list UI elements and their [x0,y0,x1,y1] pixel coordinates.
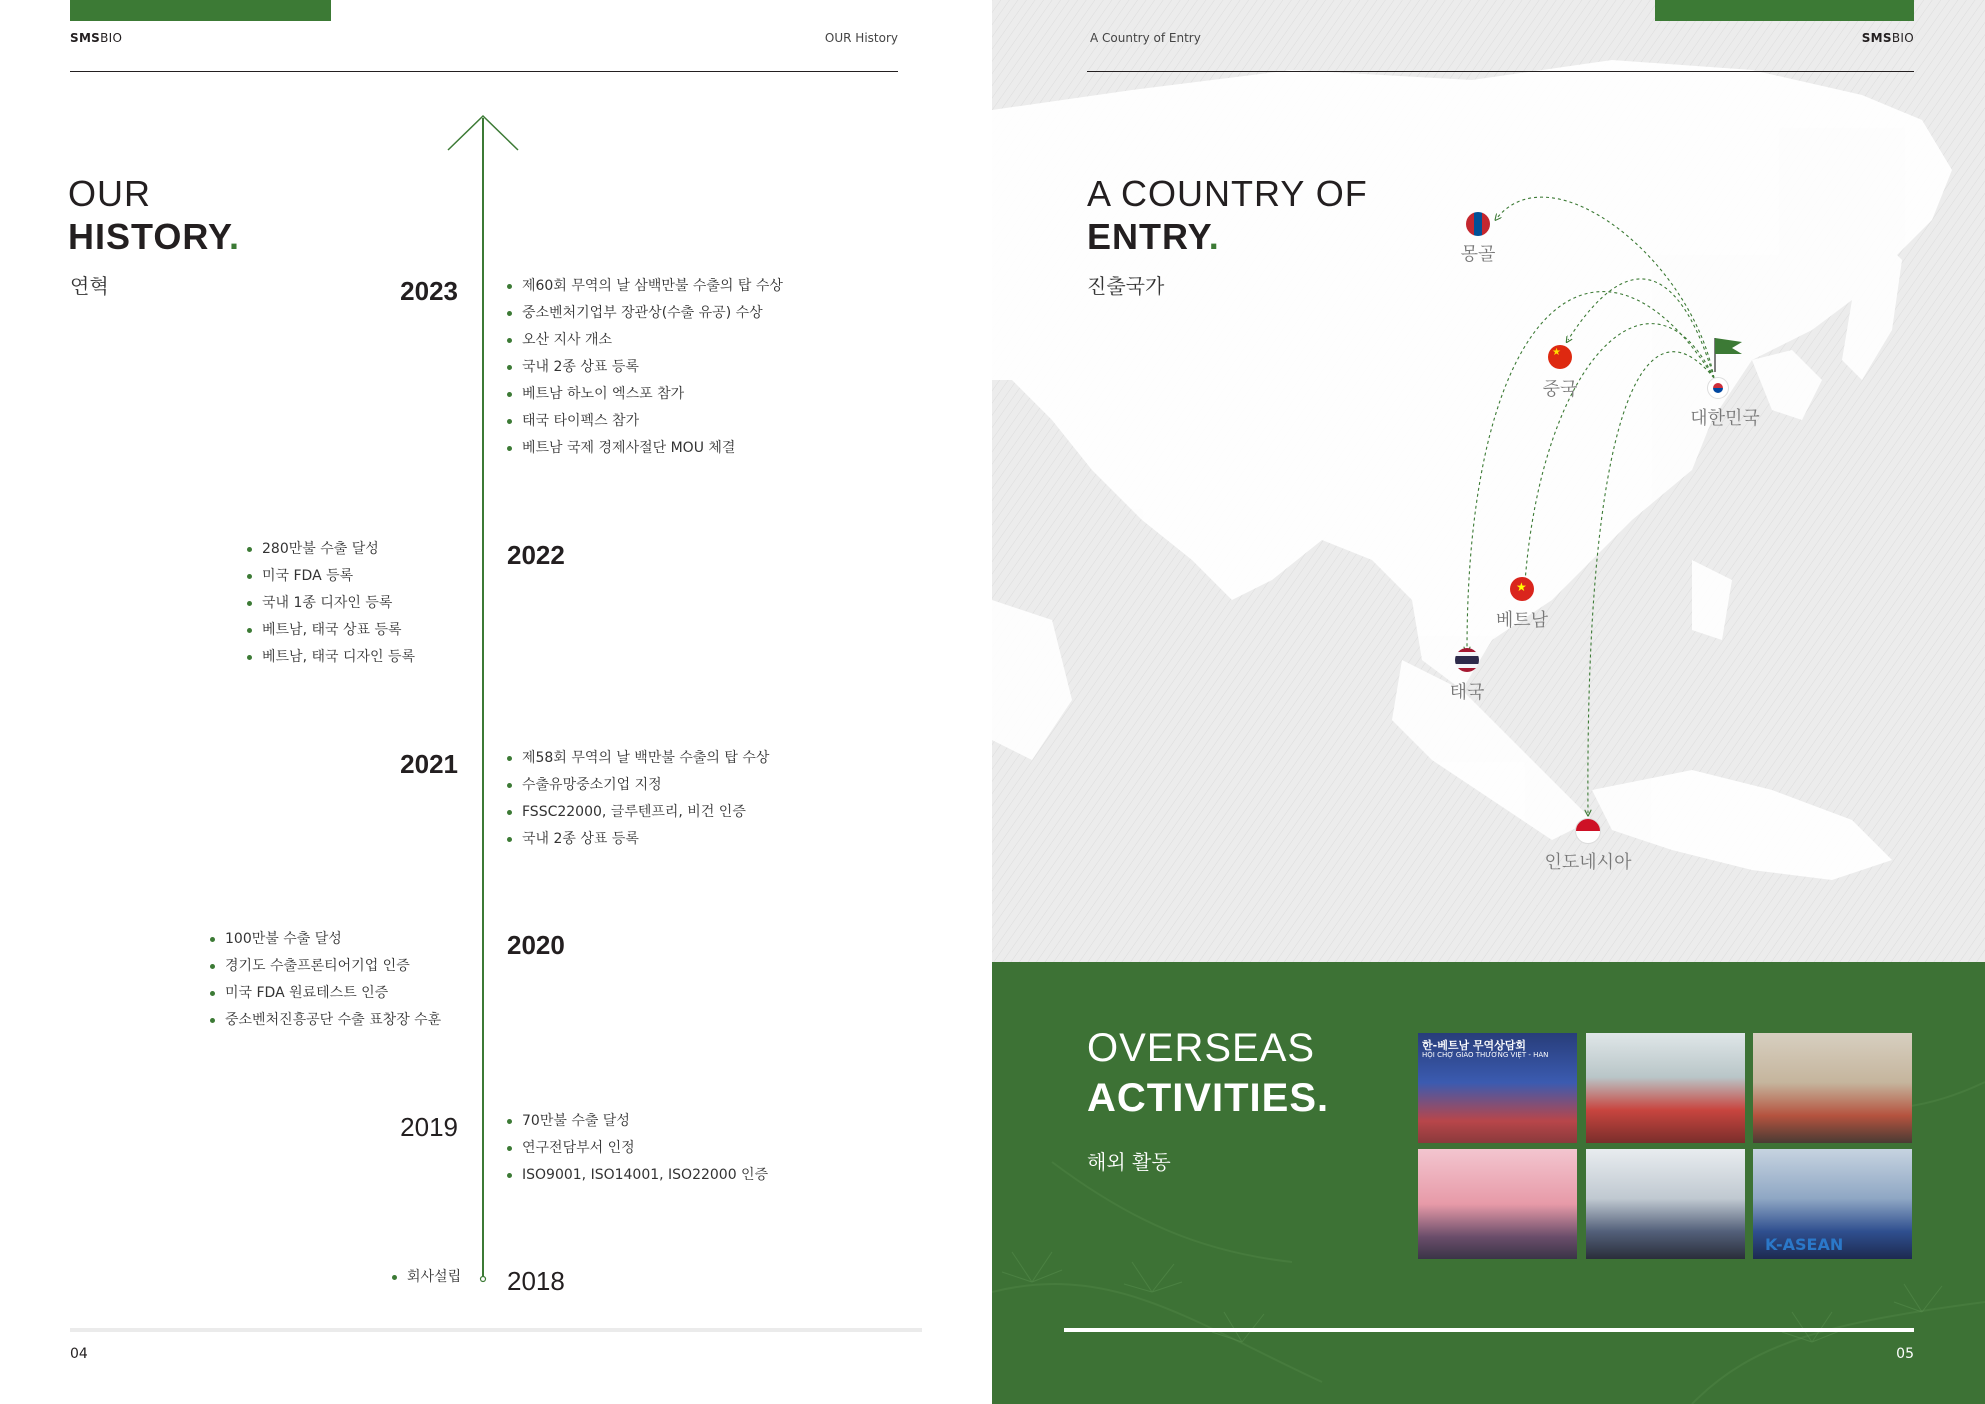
list-item: 미국 FDA 등록 [247,563,415,590]
list-item: 베트남 국제 경제사절단 MOU 체결 [507,435,783,462]
list-item: FSSC22000, 글루텐프리, 비건 인증 [507,799,769,826]
list-item: 회사설립 [392,1264,461,1291]
year-2022: 2022 [507,540,565,570]
asia-map [992,0,1985,962]
brand-logo: SMSBIO [1861,31,1914,45]
year-2018: 2018 [507,1266,565,1296]
year-2020: 2020 [507,930,565,960]
footer-rule [1064,1328,1914,1332]
list-item: 베트남, 태국 상표 등록 [247,617,415,644]
milestones-2020 [210,926,441,1034]
overseas-activities-section [992,962,1985,1404]
list-item: 태국 타이펙스 참가 [507,408,783,435]
list-item: 국내 2종 상표 등록 [507,354,783,381]
activity-photo-k-asean: K-ASEAN [1753,1149,1912,1259]
country-label-korea: 대한민국 [1690,408,1760,429]
korea-flag-pin-icon [1712,334,1746,374]
list-item: 오산 지사 개소 [507,327,783,354]
list-item: 100만불 수출 달성 [210,926,441,953]
timeline-start-dot-icon [478,1274,488,1284]
footer-rule [70,1328,922,1332]
list-item: 베트남 하노이 엑스포 참가 [507,381,783,408]
history-subtitle: 연혁 [70,274,109,298]
history-title-line2: HISTORY. [68,216,241,257]
activity-photo-award-ceremony [1418,1149,1577,1259]
year-2021: 2021 [400,749,458,779]
brand-logo: SMSBIO [70,31,123,45]
milestones-2019 [507,1108,768,1189]
activity-photo-trade-fair: 한-베트남 무역상담회 HỘI CHỢ GIAO THƯƠNG VIỆT - HÀN [1418,1033,1577,1143]
list-item: 경기도 수출프론티어기업 인증 [210,953,441,980]
list-item: 280만불 수출 달성 [247,536,415,563]
list-item: 수출유망중소기업 지정 [507,772,769,799]
timeline-arrowhead-icon [446,112,520,152]
indonesia-flag-icon [1575,818,1601,844]
milestones-2022 [247,536,415,671]
overseas-subtitle: 해외 활동 [1087,1150,1171,1174]
overseas-title-line2: ACTIVITIES. [1087,1076,1330,1120]
entry-title-line1: A COUNTRY OF [1087,173,1368,214]
country-label-mongolia: 몽골 [1460,244,1496,265]
milestones-2021 [507,745,769,853]
history-page [0,0,992,1404]
china-flag-icon: ★ [1548,345,1572,369]
year-2023: 2023 [400,276,458,306]
overseas-title-line1: OVERSEAS [1087,1026,1316,1070]
activity-photo-booth-team [1586,1033,1745,1143]
header-accent-bar [70,0,331,21]
year-2019: 2019 [400,1112,458,1142]
list-item: 제58회 무역의 날 백만불 수출의 탑 수상 [507,745,769,772]
list-item: 연구전담부서 인정 [507,1135,768,1162]
country-label-china: 중국 [1542,379,1578,400]
country-label-thailand: 태국 [1449,682,1485,703]
list-item: 중소벤처진흥공단 수출 표창장 수훈 [210,1007,441,1034]
list-item: 제60회 무역의 날 삼백만불 수출의 탑 수상 [507,273,783,300]
country-entry-page [992,0,1985,1404]
list-item: 국내 2종 상표 등록 [507,826,769,853]
activity-photo-expo-visitors [1586,1149,1745,1259]
list-item: 70만불 수출 달성 [507,1108,768,1135]
vietnam-flag-icon: ★ [1510,577,1534,601]
list-item: ISO9001, ISO14001, ISO22000 인증 [507,1162,768,1189]
list-item: 국내 1종 디자인 등록 [247,590,415,617]
thailand-flag-icon [1455,648,1479,672]
mongolia-flag-icon [1466,212,1490,236]
history-title-line1: OUR [68,173,151,214]
page-number: 04 [70,1346,88,1362]
header-rule [70,71,898,72]
header-section-title: OUR History [824,31,898,45]
korea-flag-icon [1707,377,1729,399]
header-rule [1087,71,1914,72]
milestones-2018 [392,1264,461,1291]
activity-photo-award-group [1753,1033,1912,1143]
milestones-2023 [507,273,783,462]
list-item: 베트남, 태국 디자인 등록 [247,644,415,671]
timeline-axis [482,118,484,1280]
entry-subtitle: 진출국가 [1087,274,1165,298]
list-item: 미국 FDA 원료테스트 인증 [210,980,441,1007]
header-accent-bar [1655,0,1914,21]
page-number: 05 [1896,1346,1914,1362]
list-item: 중소벤처기업부 장관상(수출 유공) 수상 [507,300,783,327]
header-section-title: A Country of Entry [1090,31,1201,45]
country-label-vietnam: 베트남 [1495,610,1549,631]
country-label-indonesia: 인도네시아 [1544,852,1632,873]
entry-title-line2: ENTRY. [1087,216,1220,257]
